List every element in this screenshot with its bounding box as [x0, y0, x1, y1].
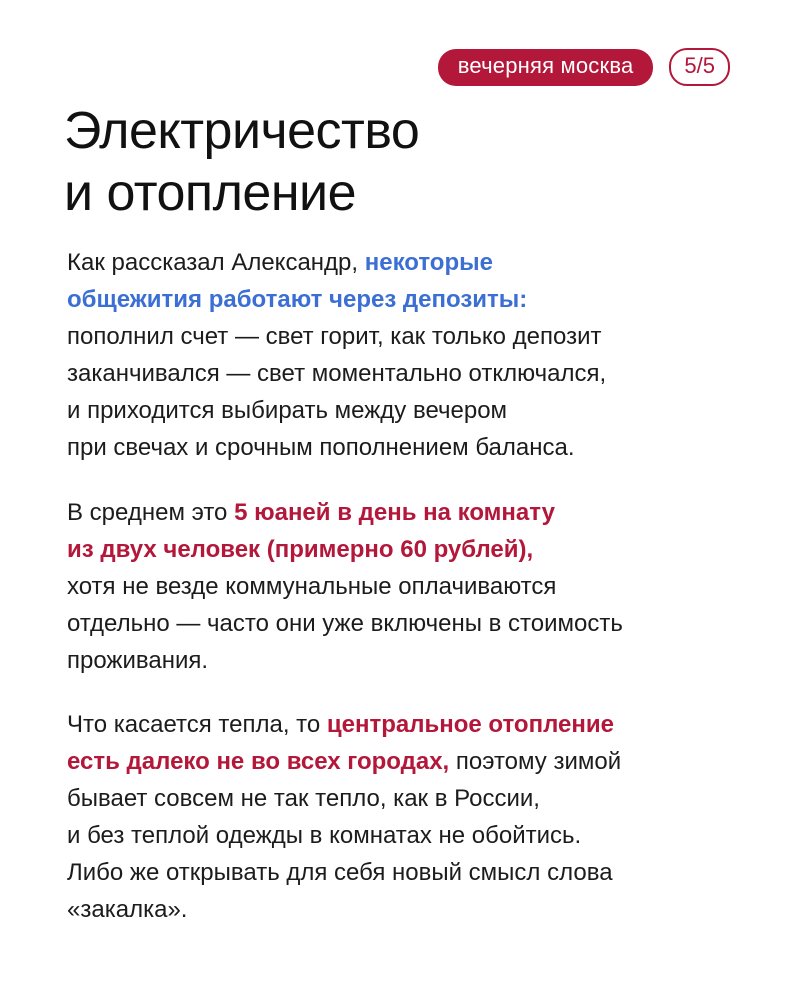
- text-line: [67, 244, 767, 281]
- highlight-red: из двух человек (примерно 60 рублей),: [67, 536, 534, 563]
- highlight-blue: некоторые: [364, 249, 493, 276]
- text-line: заканчивался — свет моментально отключался,: [67, 360, 607, 387]
- text-line: проживания.: [67, 647, 209, 674]
- title-line-1: Электричество: [64, 102, 420, 160]
- text-line: при свечах и срочным пополнением баланса.: [67, 434, 575, 461]
- title-line-2: и отопление: [64, 164, 357, 222]
- text-line: [67, 494, 767, 531]
- text-line: и приходится выбирать между вечером: [67, 397, 508, 424]
- highlight-red: 5 юаней в день на комнату: [234, 499, 555, 526]
- brand-badge: вечерняя москва: [438, 49, 654, 86]
- text-line: [67, 743, 767, 780]
- text-line: пополнил счет — свет горит, как только депозит: [67, 323, 602, 350]
- highlight-red: есть далеко не во всех городах,: [67, 748, 450, 775]
- text-plain: Как рассказал Александр,: [67, 249, 365, 276]
- page-title: [64, 100, 419, 224]
- text-plain: В среднем это: [67, 499, 235, 526]
- paragraph-heating: [67, 706, 767, 928]
- text-line: [67, 706, 767, 743]
- top-bar: [438, 48, 730, 86]
- page-counter: 5/5: [669, 48, 730, 86]
- text-line: отдельно — часто они уже включены в стоимость: [67, 610, 623, 637]
- paragraph-electricity-deposits: [67, 244, 767, 466]
- text-line: бывает совсем не так тепло, как в России,: [67, 785, 540, 812]
- highlight-red: центральное отопление: [326, 711, 614, 738]
- text-line: Либо же открывать для себя новый смысл слова: [67, 859, 613, 886]
- paragraph-average-cost: [67, 494, 767, 679]
- highlight-blue: общежития работают через депозиты:: [67, 286, 528, 313]
- text-line: хотя не везде коммунальные оплачиваются: [67, 573, 557, 600]
- text-plain: поэтому зимой: [449, 748, 622, 775]
- text-line: «закалка».: [67, 896, 188, 923]
- text-plain: Что касается тепла, то: [67, 711, 327, 738]
- text-line: и без теплой одежды в комнатах не обойтись.: [67, 822, 582, 849]
